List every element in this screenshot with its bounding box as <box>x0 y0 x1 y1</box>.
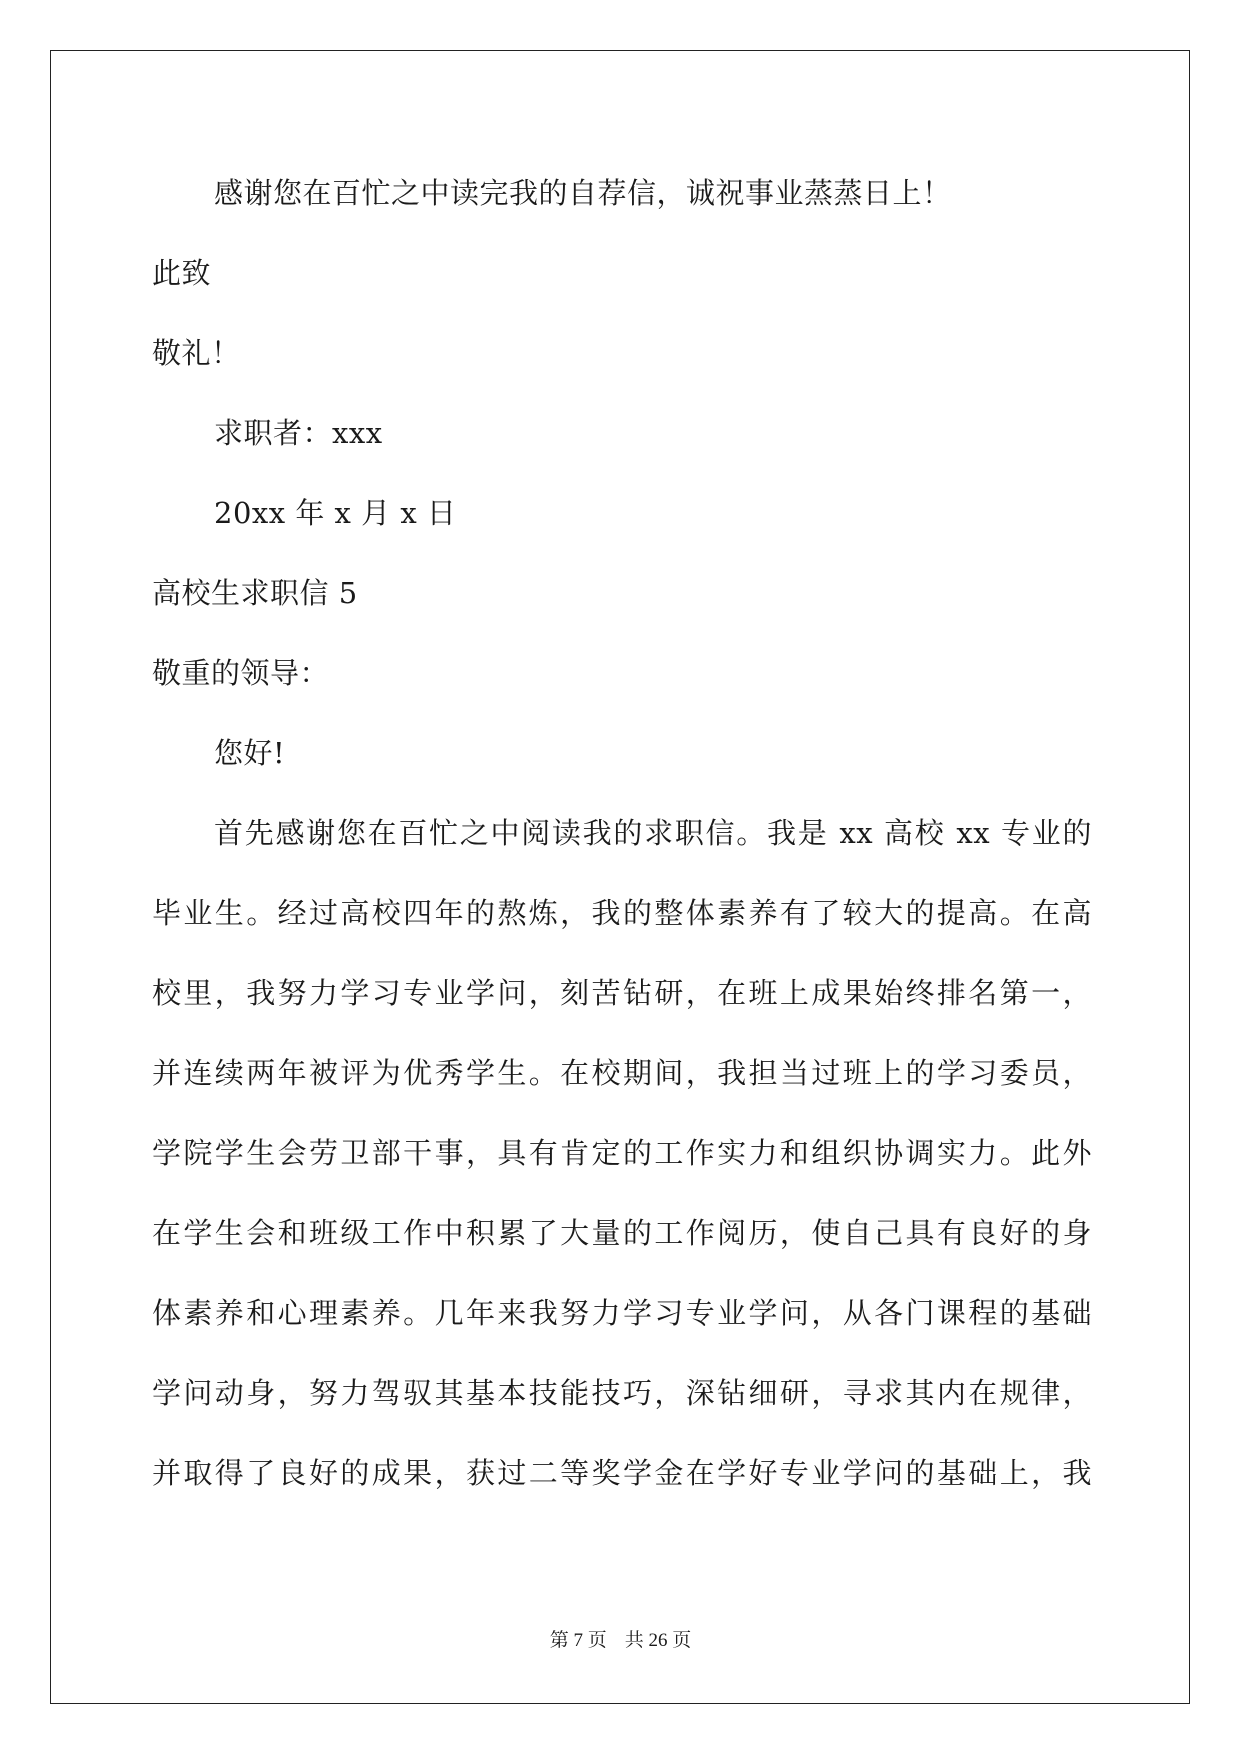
body-line: 学问动身，努力驾驭其基本技能技巧，深钻细研，寻求其内在规律， <box>152 1376 1092 1410</box>
closing-line: 感谢您在百忙之中读完我的自荐信，诚祝事业蒸蒸日上！ <box>214 176 952 210</box>
salutation-line-2: 敬礼！ <box>152 336 241 370</box>
page-total: 共 26 页 <box>624 1630 692 1651</box>
body-line: 学院学生会劳卫部干事，具有肯定的工作实力和组织协调实力。此外 <box>152 1136 1092 1170</box>
page-footer <box>0 1628 1241 1654</box>
greeting-line: 敬重的领导： <box>152 656 330 690</box>
body-line: 并连续两年被评为优秀学生。在校期间，我担当过班上的学习委员， <box>152 1056 1092 1090</box>
hello-line: 您好! <box>214 736 286 770</box>
body-line: 并取得了良好的成果，获过二等奖学金在学好专业学问的基础上，我 <box>152 1456 1092 1490</box>
body-line: 首先感谢您在百忙之中阅读我的求职信。我是 xx 高校 xx 专业的 <box>214 816 1092 850</box>
body-line: 毕业生。经过高校四年的熬炼，我的整体素养有了较大的提高。在高 <box>152 896 1092 930</box>
page-number: 第 7 页 <box>549 1630 607 1651</box>
body-line: 校里，我努力学习专业学问，刻苦钻研，在班上成果始终排名第一， <box>152 976 1092 1010</box>
section-title: 高校生求职信 5 <box>152 576 358 610</box>
date-line: 20xx 年 x 月 x 日 <box>214 496 457 530</box>
body-line: 在学生会和班级工作中积累了大量的工作阅历，使自己具有良好的身 <box>152 1216 1092 1250</box>
salutation-line-1: 此致 <box>152 256 212 290</box>
signature-line: 求职者：xxx <box>214 416 383 450</box>
body-line: 体素养和心理素养。几年来我努力学习专业学问，从各门课程的基础 <box>152 1296 1092 1330</box>
